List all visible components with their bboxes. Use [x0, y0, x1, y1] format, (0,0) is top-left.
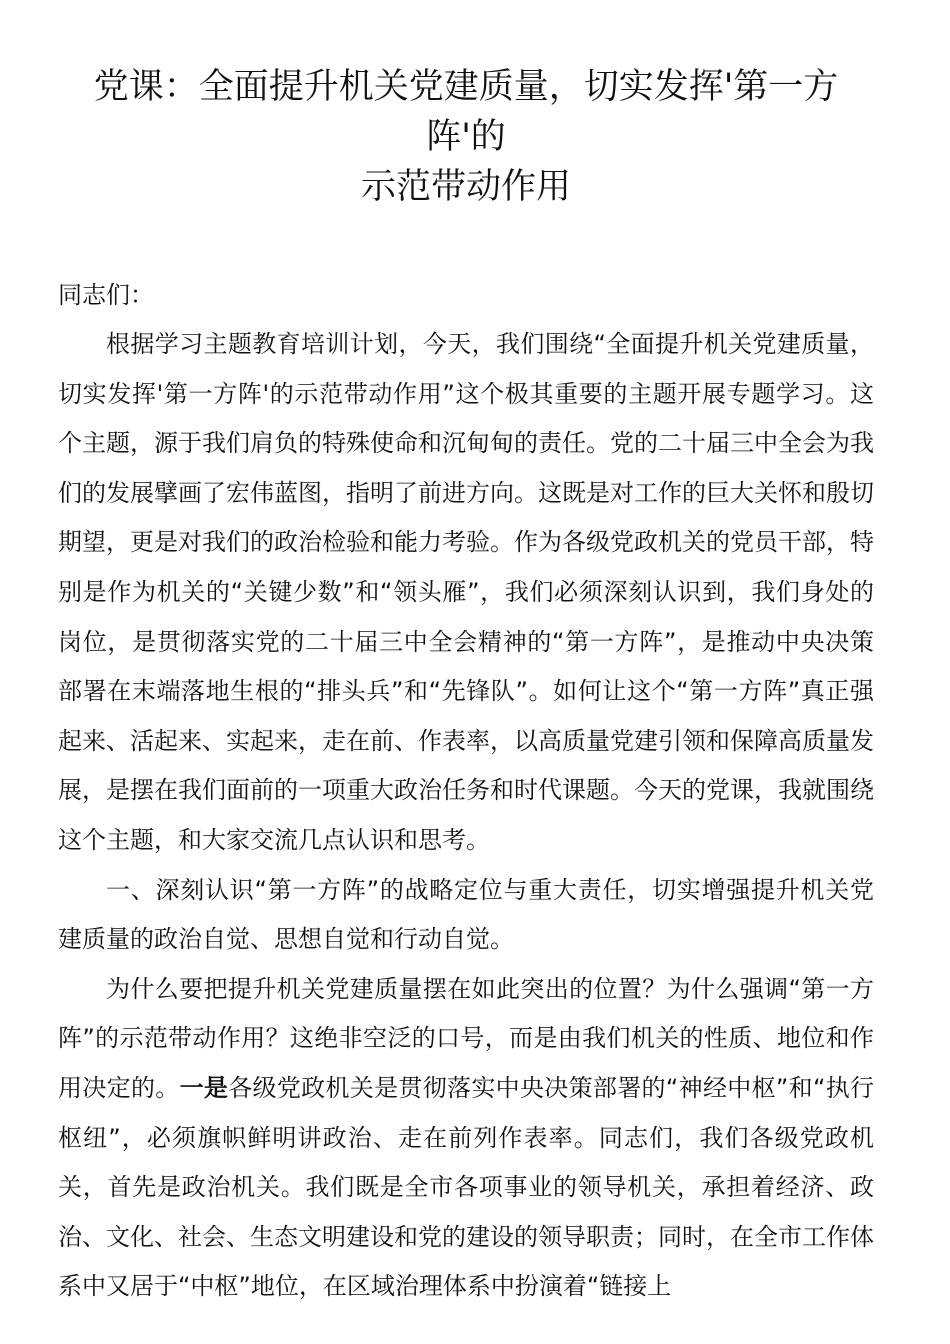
- para2-bold-lead: 一是: [179, 1073, 229, 1102]
- salutation: 同志们：: [58, 281, 154, 309]
- para2-text: 为什么要把提升机关党建质量摆在如此突出的位置？为什么强调“第一方阵”的示范带动作用？这绝非空泛的口号，而是由我们机关的性质、地位和作用决定的。: [58, 974, 874, 1102]
- title-line-2: 示范带动作用: [360, 167, 571, 207]
- title-line-1: 党课：全面提升机关党建质量，切实发挥'第一方阵'的: [93, 67, 839, 157]
- document-title: [58, 62, 874, 212]
- para2-rest: 各级党政机关是贯彻落实中央决策部署的“神经中枢”和“执行枢纽”，必须旗帜鲜明讲政治、走在前列作表率。同志们，我们各级党政机关，首先是政治机关。我们既是全市各项事业的领导机关，承担着经济、政治、文化、社会、生态文明建设和党的建设的领导职责；同时，在全市工作体系中又居于“中枢”地位，在区域治理体系中扮演着“链接上: [58, 1073, 875, 1301]
- body-paragraph-2: [58, 965, 874, 1312]
- intro-paragraph: 根据学习主题教育培训计划，今天，我们围绕“全面提升机关党建质量，切实发挥'第一方阵'的示范带动作用”这个极其重要的主题开展专题学习。这个主题，源于我们肩负的特殊使命和沉甸甸的责任。党的二十届三中全会为我们的发展擘画了宏伟蓝图，指明了前进方向。这既是对工作的巨大关怀和殷切期望，更是对我们的政治检验和能力考验。作为各级党政机关的党员干部，特别是作为机关的“关键少数”和“领头雁”，我们必须深刻认识到，我们身处的岗位，是贯彻落实党的二十届三中全会精神的“第一方阵”，是推动中央决策部署在末端落地生根的“排头兵”和“先锋队”。如何让这个“第一方阵”真正强起来、活起来、实起来，走在前、作表率，以高质量党建引领和保障高质量发展，是摆在我们面前的一项重大政治任务和时代课题。今天的党课，我就围绕这个主题，和大家交流几点认识和思考。: [58, 330, 874, 854]
- section-heading-1: 一、深刻认识“第一方阵”的战略定位与重大责任，切实增强提升机关党建质量的政治自觉、思想自觉和行动自觉。: [58, 875, 874, 954]
